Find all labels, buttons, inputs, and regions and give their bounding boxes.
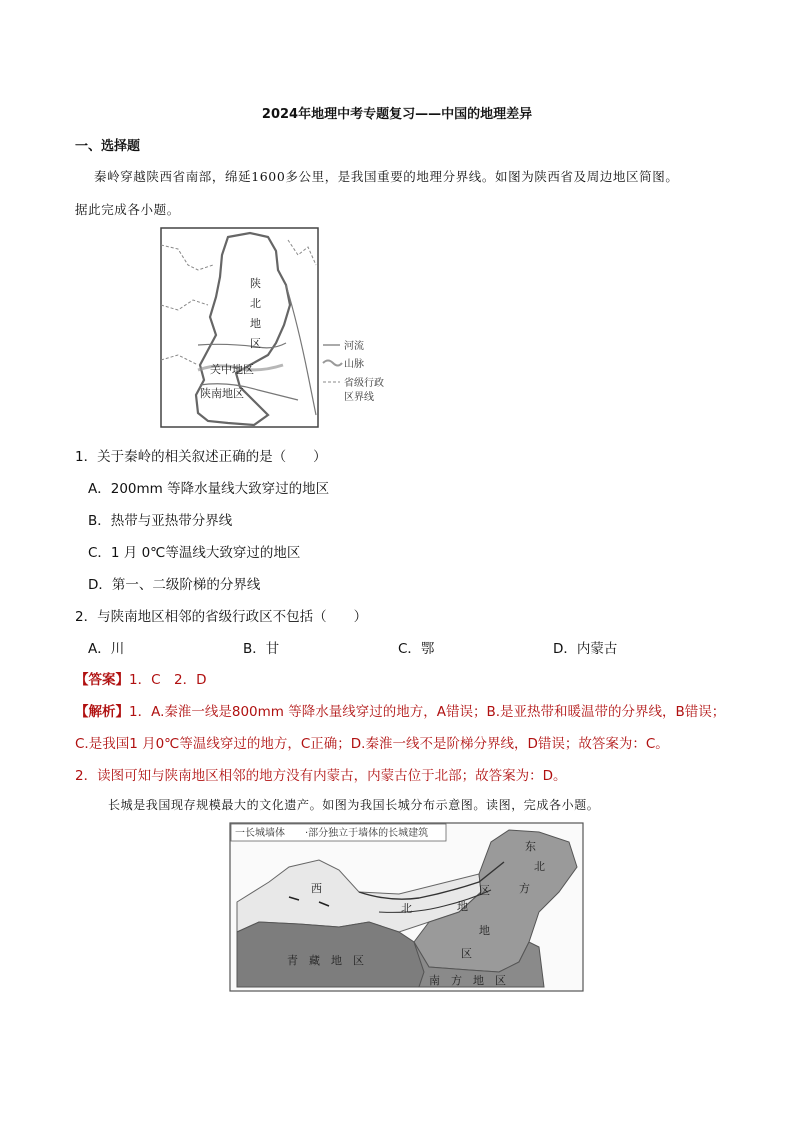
answer-text: 1．C 2．D: [129, 672, 207, 688]
question-2-option-c: C．鄂: [398, 641, 435, 657]
legend-building: ·部分独立于墙体的长城建筑: [305, 828, 429, 839]
legend-mountain-swatch: [323, 361, 342, 366]
map2-label-corner: 东: [525, 840, 536, 853]
shaanxi-map: [158, 225, 398, 430]
label-central: 关中地区: [210, 363, 254, 376]
legend-boundary-2: 区界线: [344, 392, 374, 403]
question-1-option-d: D．第一、二级阶梯的分界线: [88, 577, 261, 593]
map2-label-nw-3: 地: [457, 900, 468, 913]
map2-label-nw-1: 西: [311, 882, 322, 895]
question-2-option-a: A．川: [88, 641, 125, 657]
label-south: 陕南地区: [200, 387, 244, 400]
legend-mountain: 山脉: [344, 359, 364, 370]
question-1-option-c: C．1 月 0℃等温线大致穿过的地区: [88, 545, 301, 561]
section-heading: 一、选择题: [75, 139, 141, 154]
map2-label-nw-4: 区: [479, 884, 490, 897]
intro2-paragraph: 长城是我国现存规模最大的文化遗产。如图为我国长城分布示意图。读图，完成各小题。: [108, 798, 600, 812]
map2-label-south: 南 方 地 区: [429, 974, 506, 987]
map2-label-n-4: 区: [461, 947, 472, 960]
question-2-option-b: B．甘: [243, 641, 280, 657]
analysis-line3: 2．读图可知与陕南地区相邻的地方没有内蒙古，内蒙古位于北部；故答案为：D。: [75, 768, 567, 784]
question-1-option-a: A．200mm 等降水量线大致穿过的地区: [88, 481, 330, 497]
map2-label-n-2: 方: [519, 882, 530, 895]
question-1-stem: 1．关于秦岭的相关叙述正确的是（ ）: [75, 449, 327, 465]
great-wall-map-svg: [229, 822, 584, 992]
map2-label-nw-2: 北: [401, 902, 412, 915]
analysis-line2: C.是我国1 月0℃等温线穿过的地方，C正确；D.秦淮一线不是阶梯分界线，D错误；故答案为：C。: [75, 736, 669, 752]
question-2-stem: 2．与陕南地区相邻的省级行政区不包括（ ）: [75, 609, 368, 625]
map2-label-tibet: 青 藏 地 区: [287, 954, 364, 967]
label-north-2: 北: [250, 297, 261, 310]
intro-paragraph-line1: 秦岭穿越陕西省南部，绵延1600多公里，是我国重要的地理分界线。如图为陕西省及周边地区简图。: [94, 169, 679, 184]
analysis-tag: 【解析】: [75, 704, 129, 720]
map2-label-n-3: 地: [479, 924, 490, 937]
legend-river: 河流: [344, 341, 364, 352]
question-2-option-d: D．内蒙古: [553, 641, 618, 657]
label-north-4: 区: [250, 337, 261, 350]
label-north-3: 地: [250, 317, 261, 330]
legend-wall: 一长城墙体: [235, 828, 285, 839]
shaanxi-map-svg: [158, 225, 398, 430]
answer-tag: 【答案】: [75, 672, 129, 688]
map2-label-n-1: 北: [534, 860, 545, 873]
question-1-option-b: B．热带与亚热带分界线: [88, 513, 233, 529]
legend-boundary-1: 省级行政: [344, 378, 384, 389]
page-title: 2024年地理中考专题复习——中国的地理差异: [261, 107, 533, 122]
answer-line: [75, 668, 207, 688]
great-wall-map: [229, 822, 584, 992]
label-north-1: 陕: [250, 277, 261, 290]
analysis-line1: [75, 700, 725, 720]
intro-paragraph-line2: 据此完成各小题。: [75, 202, 180, 217]
analysis-text-1: 1．A.秦淮一线是800mm 等降水量线穿过的地方，A错误；B.是亚热带和暖温带的分界线，B错误；: [129, 704, 726, 720]
